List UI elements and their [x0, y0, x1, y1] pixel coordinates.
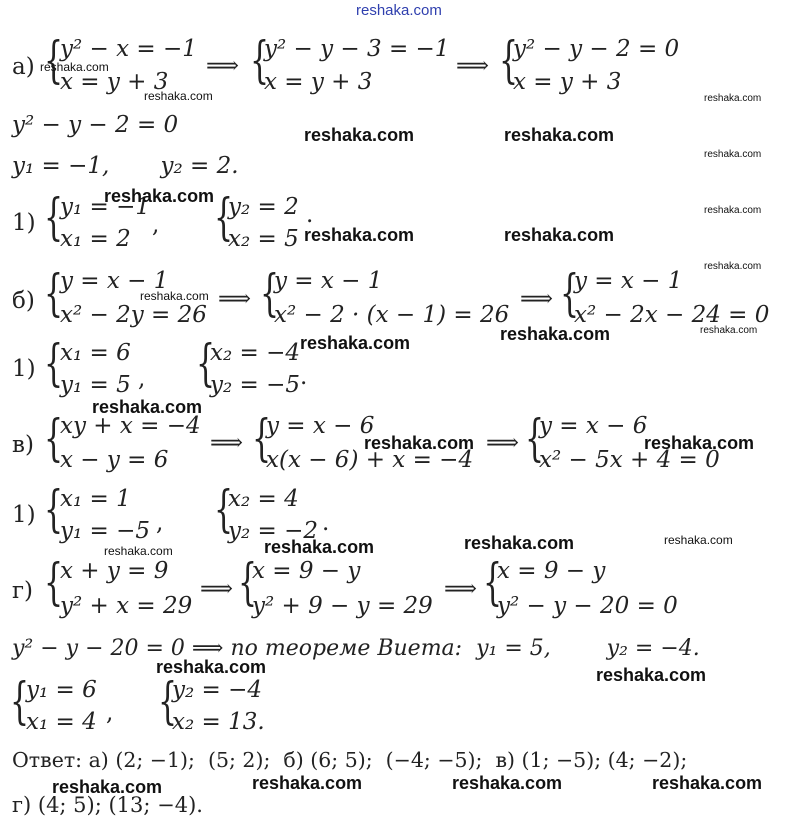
watermark: reshaka.com — [144, 89, 213, 103]
math-line: y₁ = −1 — [60, 194, 151, 220]
brace: { — [214, 188, 234, 246]
solution-number: 1) — [12, 356, 36, 382]
math-line: x = 9 − y — [252, 558, 361, 584]
brace: { — [196, 334, 216, 392]
brace: { — [214, 480, 234, 538]
brace: { — [44, 264, 64, 322]
math-line: x₂ = −4 — [210, 340, 300, 366]
math-line: y² − y − 20 = 0 — [497, 593, 678, 619]
watermark: reshaka.com — [504, 225, 615, 245]
math-line: x = y + 3 — [264, 69, 373, 95]
math-line: x + y = 9 — [60, 558, 169, 584]
solution-number: 1) — [12, 502, 36, 528]
math-line: y = x − 6 — [539, 413, 648, 439]
math-line: x₁ = 6 — [60, 340, 131, 366]
brace: { — [238, 553, 258, 611]
brace: { — [158, 672, 178, 730]
math-line: x = y + 3 — [513, 69, 622, 95]
math-line: x − y = 6 — [60, 447, 169, 473]
math-line: y₂ = −2 — [228, 518, 319, 544]
watermark: reshaka.com — [104, 544, 173, 558]
watermark: reshaka.com — [464, 533, 575, 553]
comma: , — [106, 700, 114, 726]
watermark: reshaka.com — [156, 657, 267, 677]
watermark: reshaka.com — [704, 93, 762, 104]
watermark: reshaka.com — [652, 773, 763, 793]
math-line: x² − 2x − 24 = 0 — [574, 302, 770, 328]
math-line: y = x − 1 — [60, 268, 169, 294]
math-line: x = 9 − y — [497, 558, 606, 584]
part-b-label: б) — [12, 288, 35, 314]
brace: { — [483, 553, 503, 611]
period: . — [322, 510, 330, 536]
implies-arrow: ⟹ — [218, 286, 251, 312]
watermark: reshaka.com — [644, 433, 755, 453]
math-line: x² − 5x + 4 = 0 — [539, 447, 720, 473]
watermark: reshaka.com — [104, 186, 215, 206]
watermark: reshaka.com — [140, 289, 209, 303]
math-line: y = x − 6 — [266, 413, 375, 439]
math-line: y = x − 1 — [574, 268, 683, 294]
brace: { — [44, 553, 64, 611]
math-line: x(x − 6) + x = −4 — [266, 447, 474, 473]
comma: , — [138, 366, 146, 392]
watermark: reshaka.com — [252, 773, 363, 793]
math-line: x₂ = 4 — [228, 486, 299, 512]
part-v-label: в) — [12, 432, 34, 458]
math-line: y² − y − 20 = 0 ⟹ по теореме Виета: y₁ = 5, y₂ = −4. — [12, 636, 700, 661]
watermark: reshaka.com — [452, 773, 563, 793]
watermark: reshaka.com — [304, 125, 415, 145]
implies-arrow: ⟹ — [456, 53, 489, 79]
implies-arrow: ⟹ — [210, 430, 243, 456]
math-line: y² − y − 2 = 0 — [12, 112, 179, 138]
comma: , — [152, 212, 160, 238]
watermark: reshaka.com — [500, 324, 611, 344]
math-line: y₁ = −1, y₂ = 2. — [12, 153, 239, 179]
brace: { — [10, 672, 30, 730]
brace: { — [44, 334, 64, 392]
watermark: reshaka.com — [92, 397, 203, 417]
math-line: x₂ = 13. — [172, 709, 265, 735]
part-g-label: г) — [12, 578, 34, 604]
math-line: x = y + 3 — [60, 69, 169, 95]
brace: { — [44, 188, 64, 246]
watermark: reshaka.com — [704, 205, 762, 216]
part-a-label: а) — [12, 54, 35, 80]
period: . — [306, 202, 314, 228]
implies-arrow: ⟹ — [486, 430, 519, 456]
solution-number: 1) — [12, 210, 36, 236]
brace: { — [499, 31, 519, 89]
watermark: reshaka.com — [704, 261, 762, 272]
implies-arrow: ⟹ — [444, 576, 477, 602]
implies-arrow: ⟹ — [206, 53, 239, 79]
math-line: y² + x = 29 — [60, 593, 193, 619]
math-line: y² − y − 2 = 0 — [513, 36, 680, 62]
watermark: reshaka.com — [264, 537, 375, 557]
comma: , — [156, 510, 164, 536]
math-line: x₁ = 4 — [26, 709, 97, 735]
math-line: y = x − 1 — [274, 268, 383, 294]
math-line: x² − 2y = 26 — [60, 302, 207, 328]
watermark: reshaka.com — [364, 433, 475, 453]
brace: { — [560, 264, 580, 322]
watermark: reshaka.com — [40, 60, 109, 74]
math-line: y₁ = −5 — [60, 518, 151, 544]
watermark: reshaka.com — [300, 333, 411, 353]
brace: { — [260, 264, 280, 322]
math-line: x² − 2 · (x − 1) = 26 — [274, 302, 510, 328]
math-line: y₁ = 5 — [60, 372, 131, 398]
watermark: reshaka.com — [704, 149, 762, 160]
watermark: reshaka.com — [596, 665, 707, 685]
math-line: x₂ = 5 — [228, 226, 299, 252]
math-line: y₂ = −4 — [172, 677, 263, 703]
brace: { — [525, 409, 545, 467]
implies-arrow: ⟹ — [520, 286, 553, 312]
answer-line: Ответ: а) (2; −1); (5; 2); б) (6; 5); (−4; −5); в) (1; −5); (4; −2); — [12, 748, 688, 772]
math-line: y² − y − 3 = −1 — [264, 36, 450, 62]
brace: { — [250, 31, 270, 89]
implies-arrow: ⟹ — [200, 576, 233, 602]
watermark: reshaka.com — [504, 125, 615, 145]
math-line: y₂ = −5 — [210, 372, 301, 398]
brace: { — [44, 409, 64, 467]
math-line: y² − x = −1 — [60, 36, 197, 62]
math-line: y₂ = 2 — [228, 194, 299, 220]
math-line: x₁ = 1 — [60, 486, 131, 512]
answer-line: г) (4; 5); (13; −4). — [12, 793, 203, 817]
period: . — [300, 364, 308, 390]
brace: { — [252, 409, 272, 467]
watermark: reshaka.com — [304, 225, 415, 245]
header-site-link[interactable]: reshaka.com — [356, 2, 442, 19]
brace: { — [44, 31, 64, 89]
math-line: y₁ = 6 — [26, 677, 97, 703]
math-line: x₁ = 2 — [60, 226, 131, 252]
watermark: reshaka.com — [52, 777, 163, 797]
brace: { — [44, 480, 64, 538]
watermark: reshaka.com — [700, 325, 758, 336]
math-line: y² + 9 − y = 29 — [252, 593, 433, 619]
watermark: reshaka.com — [664, 533, 733, 547]
math-line: xy + x = −4 — [60, 413, 201, 439]
